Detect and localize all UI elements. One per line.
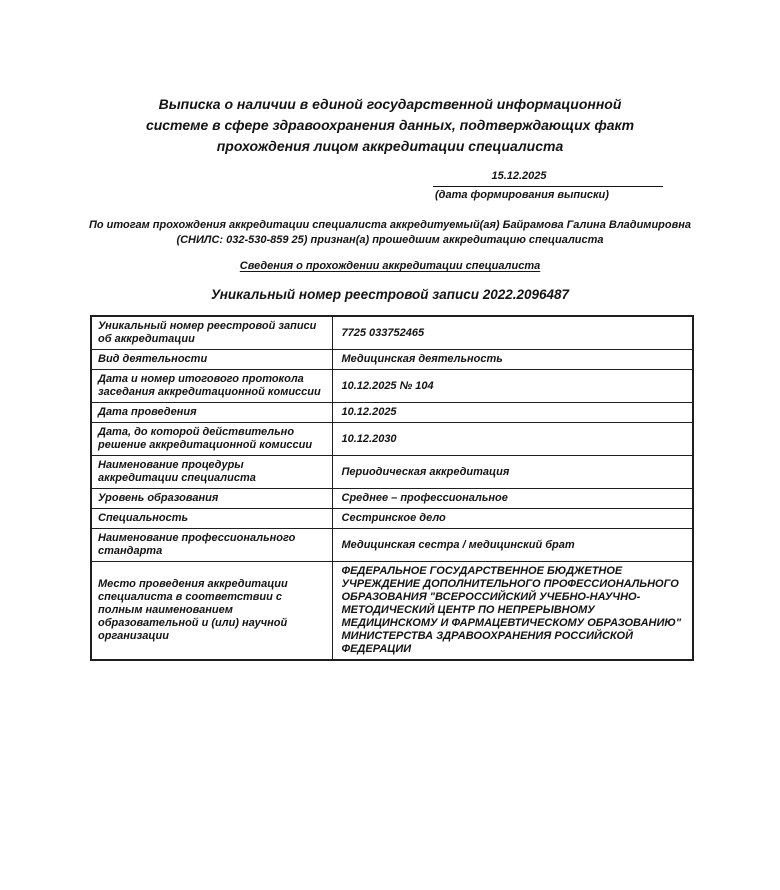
table-row xyxy=(91,403,693,423)
row-value: 7725 033752465 xyxy=(332,316,693,350)
table-row xyxy=(91,423,693,456)
row-label: Наименование профессионального стандарта xyxy=(91,529,332,562)
row-value: Медицинская сестра / медицинский брат xyxy=(332,529,693,562)
accreditation-details-table xyxy=(90,315,694,661)
table-row xyxy=(91,489,693,509)
table-row xyxy=(91,456,693,489)
table-row xyxy=(91,562,693,661)
row-value: Периодическая аккредитация xyxy=(332,456,693,489)
row-label: Дата и номер итогового протокола заседания аккредитационной комиссии xyxy=(91,370,332,403)
registry-record-heading: Уникальный номер реестровой записи 2022.2096487 xyxy=(210,287,570,302)
formation-date: 15.12.2025 xyxy=(433,169,663,187)
row-label: Вид деятельности xyxy=(91,350,332,370)
row-label: Специальность xyxy=(91,509,332,529)
title-line-1: Выписка о наличии в единой государственной информационной xyxy=(158,96,622,112)
section-header: Сведения о прохождении аккредитации специалиста xyxy=(239,260,541,272)
row-value: 10.12.2025 № 104 xyxy=(332,370,693,403)
table-row xyxy=(91,529,693,562)
title-line-3: прохождения лицом аккредитации специалиста xyxy=(216,138,564,154)
document-title xyxy=(60,94,720,157)
row-label: Дата проведения xyxy=(91,403,332,423)
row-label: Место проведения аккредитации специалиста в соответствии с полным наименованием образовательной и (или) научной организации xyxy=(91,562,332,661)
row-label: Дата, до которой действительно решение аккредитационной комиссии xyxy=(91,423,332,456)
row-value: 10.12.2030 xyxy=(332,423,693,456)
row-value: Медицинская деятельность xyxy=(332,350,693,370)
row-label: Наименование процедуры аккредитации специалиста xyxy=(91,456,332,489)
table-row xyxy=(91,509,693,529)
table-row xyxy=(91,350,693,370)
table-row xyxy=(91,316,693,350)
row-value: ФЕДЕРАЛЬНОЕ ГОСУДАРСТВЕННОЕ БЮДЖЕТНОЕ УЧРЕЖДЕНИЕ ДОПОЛНИТЕЛЬНОГО ПРОФЕССИОНАЛЬНОГО ОБРАЗОВАНИЯ "ВСЕРОССИЙСКИЙ УЧЕБНО-НАУЧНО-МЕТОДИЧЕСКИЙ ЦЕНТР ПО НЕПРЕРЫВНОМУ МЕДИЦИНСКОМУ И ФАРМАЦЕВТИЧЕСКОМУ ОБРАЗОВАНИЮ" МИНИСТЕРСТВА ЗДРАВООХРАНЕНИЯ РОССИЙСКОЙ ФЕДЕРАЦИИ xyxy=(332,562,693,661)
row-value: Среднее – профессиональное xyxy=(332,489,693,509)
row-label: Уровень образования xyxy=(91,489,332,509)
table-row xyxy=(91,370,693,403)
row-label: Уникальный номер реестровой записи об аккредитации xyxy=(91,316,332,350)
formation-date-caption: (дата формирования выписки) xyxy=(435,189,609,201)
formation-date-block xyxy=(433,169,663,202)
row-value: 10.12.2025 xyxy=(332,403,693,423)
row-value: Сестринское дело xyxy=(332,509,693,529)
title-line-2: системе в сфере здравоохранения данных, подтверждающих факт xyxy=(145,117,635,133)
intro-paragraph: По итогам прохождения аккредитации специалиста аккредитуемый(ая) Байрамова Галина Владимировна (СНИЛС: 032-530-859 25) признан(а) прошедшим аккредитацию специалиста xyxy=(88,219,692,246)
